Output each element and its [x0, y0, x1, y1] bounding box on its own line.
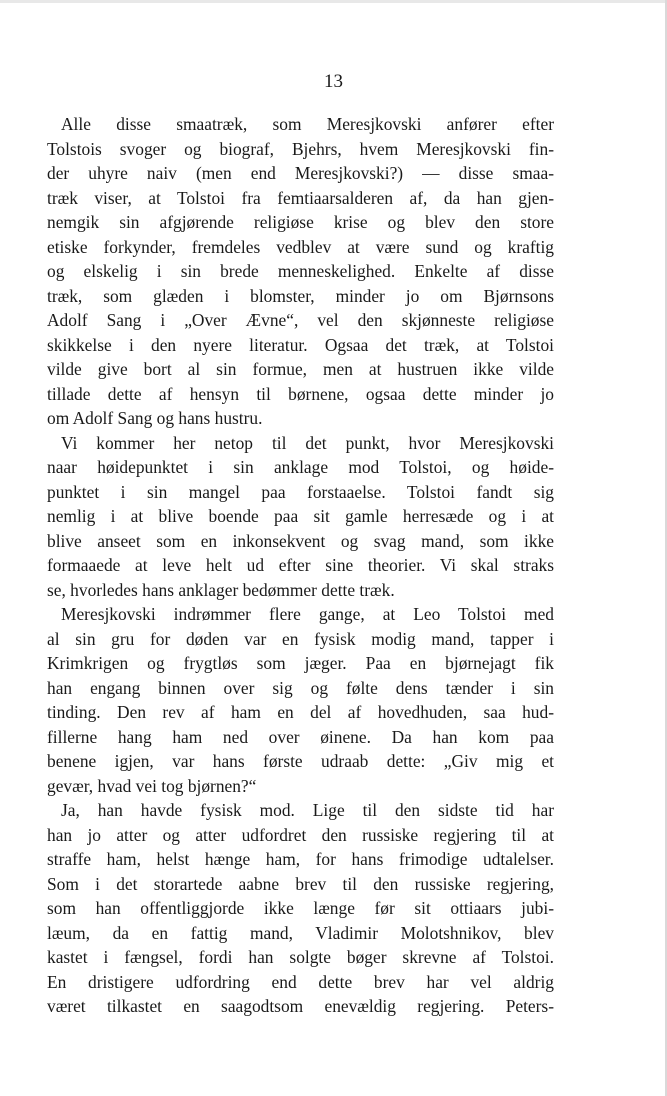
- text-line: Som i det storartede aabne brev til den russiske regjering,: [47, 873, 554, 894]
- text-line: al sin gru for døden var en fysisk modig mand, tapper i: [47, 628, 554, 649]
- text-line: om Adolf Sang og hans hustru.: [47, 408, 263, 428]
- text-line: nemlig i at blive boende paa sit gamle herresæde og i at: [47, 506, 554, 526]
- text-line: punktet i sin mangel paa forstaaelse. Tolstoi fandt sig: [47, 481, 554, 502]
- text-line: nemgik sin afgjørende religiøse krise og blev den store: [47, 212, 554, 232]
- text-line: tinding. Den rev af ham en del af hovedhuden, saa hud-: [47, 702, 554, 722]
- body-text: [47, 112, 554, 1019]
- text-line: som han offentliggjorde ikke længe før sit ottiaars jubi-: [47, 898, 554, 918]
- text-line: Tolstois svoger og biograf, Bjehrs, hvem Meresjkovski fin-: [47, 138, 554, 159]
- text-line: træk, som glæden i blomster, minder jo om Bjørnsons: [47, 285, 554, 306]
- text-line: Meresjkovski indrømmer flere gange, at Leo Tolstoi med: [61, 604, 554, 624]
- text-line: skikkelse i den nyere literatur. Ogsaa det træk, at Tolstoi: [47, 334, 554, 355]
- text-line: Alle disse smaatræk, som Meresjkovski anfører efter: [61, 114, 554, 134]
- text-line: En dristigere udfordring end dette brev har vel aldrig: [47, 971, 554, 992]
- text-line: Adolf Sang i „Over Ævne“, vel den skjønneste religiøse: [47, 310, 554, 330]
- text-line: læum, da en fattig mand, Vladimir Molotshnikov, blev: [47, 922, 554, 943]
- text-line: naar høidepunktet i sin anklage mod Tolstoi, og høide-: [47, 457, 554, 477]
- text-line: og elskelig i sin brede menneskelighed. Enkelte af disse: [47, 261, 554, 281]
- text-line: vilde give bort al sin formue, men at hustruen ikke vilde: [47, 359, 554, 379]
- text-line: tillade dette af hensyn til børnene, ogsaa dette minder jo: [47, 383, 554, 404]
- text-line: straffe ham, helst hænge ham, for hans frimodige udtalelser.: [47, 849, 554, 869]
- text-line: kastet i fængsel, fordi han solgte bøger skrevne af Tolstoi.: [47, 947, 554, 967]
- text-line: blive anseet som en inkonsekvent og svag mand, som ikke: [47, 530, 554, 551]
- text-line: træk viser, at Tolstoi fra femtiaarsalderen af, da han gjen-: [47, 187, 554, 208]
- text-line: benene igjen, var hans første udraab dette: „Giv mig et: [47, 751, 554, 771]
- text-line: se, hvorledes hans anklager bedømmer dette træk.: [47, 579, 395, 600]
- text-line: Krimkrigen og frygtløs som jæger. Paa en bjørnejagt fik: [47, 653, 554, 673]
- text-line: fillerne hang ham ned over øinene. Da han kom paa: [47, 726, 554, 747]
- page-number: 13: [324, 71, 343, 92]
- text-line: han engang binnen over sig og følte dens tænder i sin: [47, 677, 554, 698]
- text-line: etiske forkynder, fremdeles vedblev at være sund og kraftig: [47, 236, 554, 257]
- text-line: Vi kommer her netop til det punkt, hvor Meresjkovski: [61, 432, 554, 453]
- text-line: han jo atter og atter udfordret den russiske regjering til at: [47, 824, 554, 845]
- page-edge-top: [0, 0, 667, 3]
- text-line: formaaede at leve helt ud efter sine theorier. Vi skal straks: [47, 555, 554, 575]
- text-line: Ja, han havde fysisk mod. Lige til den sidste tid har: [61, 800, 554, 820]
- text-line: der uhyre naiv (men end Meresjkovski?) — disse smaa-: [47, 163, 554, 183]
- text-line: gevær, hvad vei tog bjørnen?“: [47, 775, 257, 796]
- text-line: været tilkastet en saagodtsom enevældig regjering. Peters-: [47, 996, 554, 1016]
